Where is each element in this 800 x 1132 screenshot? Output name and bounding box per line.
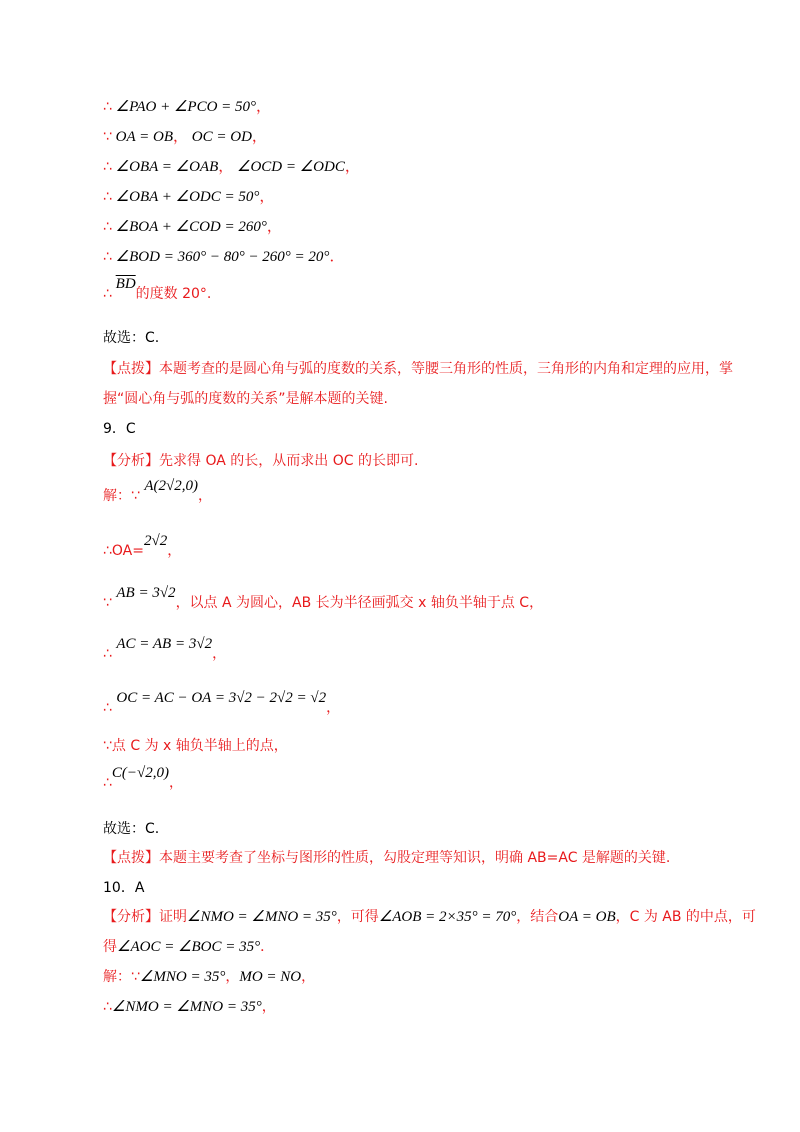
therefore-symbol: ∴	[103, 775, 112, 791]
therefore-symbol: ∴	[103, 999, 112, 1015]
therefore-symbol: ∴	[103, 159, 112, 175]
math-expression: ∠OCD = ∠ODC	[237, 159, 345, 175]
derivation-line-7: ∴ $\overline{BD}$的度数 20°.	[103, 276, 212, 302]
math-expression: ∠OBA + ∠ODC = 50°	[115, 189, 260, 205]
oa-label: ∴OA=	[103, 543, 144, 559]
derivation-line-6: ∴ ∠BOD = 360° − 80° − 260° = 20°．	[103, 249, 345, 265]
derivation-line-1: ∴ ∠PAO + ∠PCO = 50°，	[103, 99, 272, 115]
therefore-symbol: ∴	[103, 99, 112, 115]
math-expression: ∠BOD = 360° − 80° − 260° = 20°	[115, 249, 330, 265]
derivation-line-3: ∴ ∠OBA = ∠OAB， ∠OCD = ∠ODC，	[103, 159, 360, 175]
math-expression: ∠AOC = ∠BOC = 35°	[117, 939, 261, 955]
q9-c-line: ∴C(−√2,0)，	[103, 765, 184, 791]
because-symbol: ∵	[103, 129, 112, 145]
therefore-symbol: ∴	[103, 700, 112, 716]
analysis-label: 【分析】	[103, 453, 159, 469]
tip-label: 【点拨】	[103, 850, 159, 866]
q10-solve-line: 解：∵∠MNO = 35°，MO = NO，	[103, 969, 316, 985]
math-expression: OA = OB	[558, 909, 616, 925]
ab-text: ，以点 A 为圆心，AB 长为半径画弧交 x 轴负半轴于点 C，	[175, 595, 544, 611]
point-a: A(2√2,0)	[144, 478, 199, 494]
tip-text: 本题考查的是圆心角与弧的度数的关系，等腰三角形的性质，三角形的内角和定理的应用，掌握“圆心角与弧的度数的关系”是解本题的关键.	[103, 361, 733, 407]
solve-label: 解：∵	[103, 488, 140, 504]
q9-oc-line: ∴ OC = AC − OA = 3√2 − 2√2 = √2，	[103, 690, 341, 716]
ac-expression: AC = AB = 3√2	[116, 636, 213, 652]
therefore-symbol: ∴	[103, 249, 112, 265]
q8-answer: 故选：C.	[103, 330, 160, 346]
derivation-line-2: ∵ OA = OB， OC = OD，	[103, 129, 267, 145]
math-expression: ∠PAO + ∠PCO = 50°	[115, 99, 257, 115]
math-expression: ∠MNO = 35°	[139, 969, 226, 985]
q10-analysis-line2: 得∠AOC = ∠BOC = 35°．	[103, 939, 275, 955]
math-expression: ∠AOB = 2×35° = 70°	[378, 909, 517, 925]
math-expression: OA = OB	[115, 129, 174, 145]
solve-label: 解：∵	[103, 969, 140, 985]
derivation-line-5: ∴ ∠BOA + ∠COD = 260°，	[103, 219, 282, 235]
because-symbol: ∵	[103, 595, 112, 611]
q9-solve-line: 解：∵ A(2√2,0)，	[103, 478, 213, 504]
q9-tip	[103, 847, 740, 867]
analysis-label: 【分析】	[103, 909, 159, 925]
q8-tip	[103, 354, 740, 414]
math-expression: MO = NO	[239, 969, 302, 985]
q9-answer: 故选：C.	[103, 821, 160, 837]
tip-label: 【点拨】	[103, 361, 159, 377]
math-expression: OC = OD	[191, 129, 252, 145]
therefore-symbol: ∴	[103, 286, 112, 302]
therefore-symbol: ∴	[103, 219, 112, 235]
q9-ab-line	[103, 585, 740, 612]
q10-header: 10．A	[103, 880, 145, 896]
oa-value: 2√2	[144, 533, 168, 549]
arc-bd: $\overline{BD}$	[115, 276, 136, 292]
math-expression: ∠NMO = ∠MNO = 35°	[187, 909, 337, 925]
c-point: C(−√2,0)	[111, 765, 170, 781]
ab-expression: AB = 3√2	[116, 585, 176, 601]
oc-expression: OC = AC − OA = 3√2 − 2√2 = √2	[116, 690, 327, 706]
q9-analysis	[103, 450, 740, 470]
q10-final-line: ∴∠NMO = ∠MNO = 35°，	[103, 999, 276, 1015]
math-expression: ∠BOA + ∠COD = 260°	[115, 219, 267, 235]
q10-analysis-line1: 【分析】证明∠NMO = ∠MNO = 35°，可得∠AOB = 2×35° = 70°，结合OA = OB，C 为 AB 的中点，可	[103, 909, 756, 925]
analysis-text: 先求得 OA 的长，从而求出 OC 的长即可.	[159, 453, 419, 469]
derivation-line-4: ∴ ∠OBA + ∠ODC = 50°，	[103, 189, 275, 205]
q9-oa-line: ∴OA=2√2，	[103, 533, 182, 559]
therefore-symbol: ∴	[103, 646, 112, 662]
q9-header: 9．C	[103, 421, 136, 437]
math-expression: ∠NMO = ∠MNO = 35°	[111, 999, 262, 1015]
q9-ac-line: ∴ AC = AB = 3√2，	[103, 636, 227, 662]
tip-text: 本题主要考查了坐标与图形的性质，勾股定理等知识，明确 AB=AC 是解题的关键.	[159, 850, 671, 866]
math-expression: ∠OBA = ∠OAB	[115, 159, 219, 175]
therefore-symbol: ∴	[103, 189, 112, 205]
q9-point-c-line: ∵点 C 为 x 轴负半轴上的点，	[103, 738, 288, 754]
